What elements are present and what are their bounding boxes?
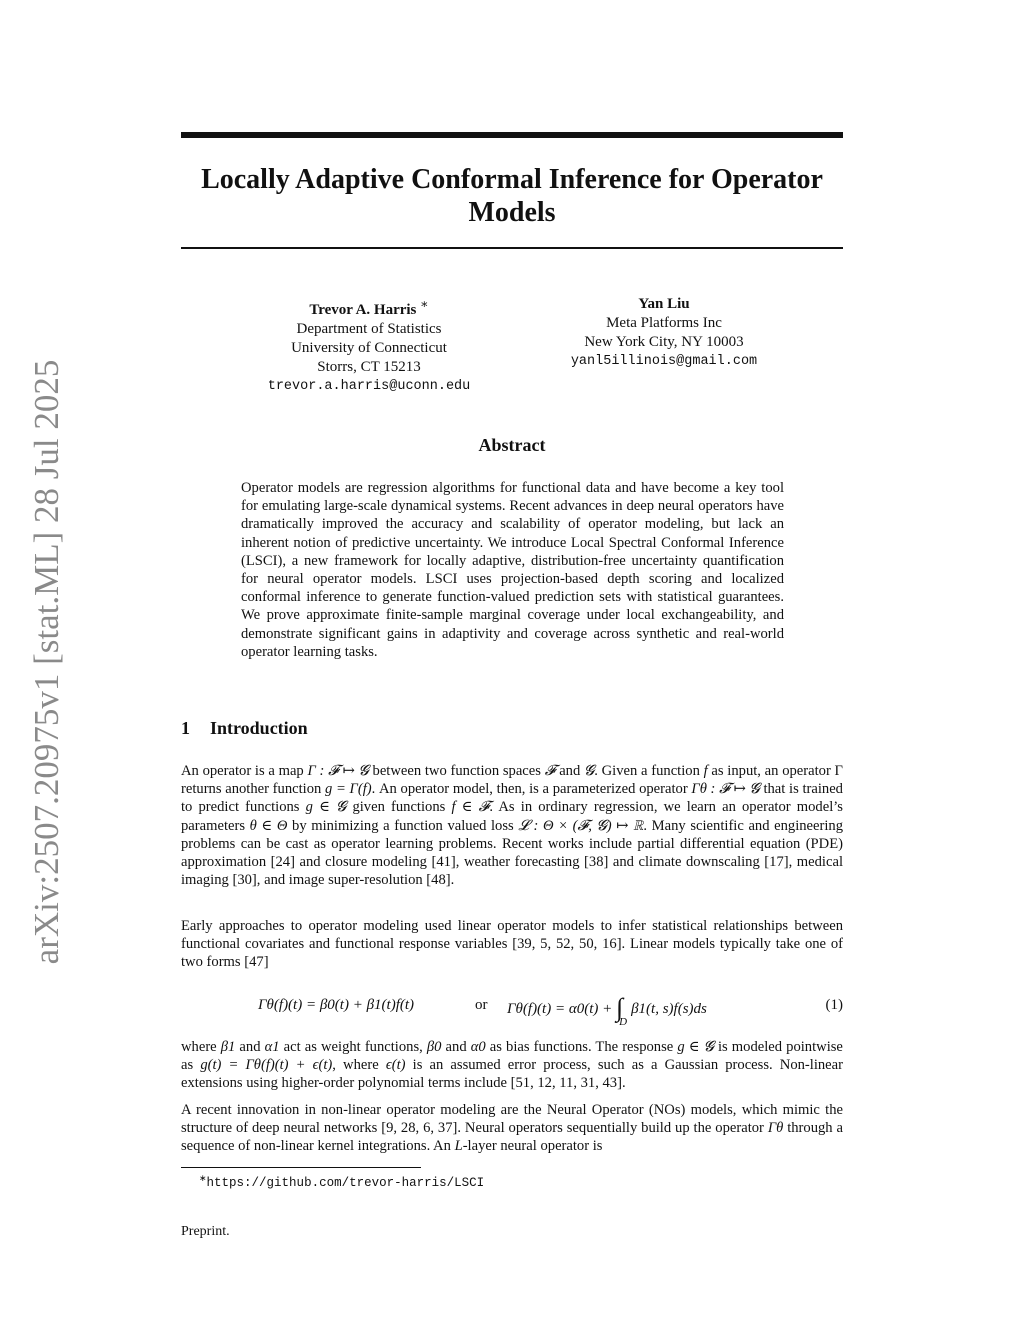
intro-paragraph-2: Early approaches to operator modeling used linear operator models to infer statistical relationships between functional covariates and functional response variables [39, 5, 52, 50, 16]. Linear models typically take one of two forms [47]: [181, 918, 843, 971]
title-top-rule: [181, 132, 843, 138]
author-organization: Meta Platforms Inc: [606, 315, 722, 331]
author-address: New York City, NY 10003: [584, 334, 744, 350]
paper-title: Locally Adaptive Conformal Inference for Operator Models: [201, 164, 823, 228]
author-department: Department of Statistics: [296, 321, 442, 337]
author-footnote-mark: ∗: [420, 297, 429, 311]
abstract-heading: Abstract: [478, 435, 546, 455]
integral-domain: D: [619, 1016, 628, 1028]
arxiv-side-stamp: arXiv:2507.20975v1 [stat.ML] 28 Jul 2025: [27, 359, 66, 965]
section-title: Introduction: [210, 718, 308, 738]
footnote-rule: [181, 1167, 421, 1168]
author-email: trevor.a.harris@uconn.edu: [267, 379, 471, 394]
integral-symbol: ∫: [616, 993, 624, 1022]
section-number: 1: [181, 718, 190, 738]
author-organization: University of Connecticut: [291, 340, 447, 356]
intro-paragraph-3: where β1 and α1 act as weight functions, β0 and α0 as bias functions. The response g ∈ 𝓖 is modeled pointwise as g(t) = Γθ(f)(t) + ϵ(t), where ϵ(t) is an assumed error process, such as a Gaussian process. Non-linear extensions using higher-order polynomial terms include [51, 12, 11, 31, 43].: [181, 1039, 844, 1092]
equation-right-form: $\Gamma\theta(f)(t) = \alpha 0(t) + \int_D\beta 1(t$, s)f(s)ds: [507, 993, 707, 1028]
abstract-body: Operator models are regression algorithms for functional data and have become a key tool for emulating large-scale dynamical systems. Recent advances in deep neural operators have dramatically improved the accuracy and scalability of operator modeling, but lack an inherent notion of predictive uncertainty. We introduce Local Spectral Conformal Inference (LSCI), a new framework for locally adaptive, distribution-free uncertainty quantification for neural operator models. LSCI uses projection-based depth scoring and localized conformal inference to generate function-valued prediction sets with statistical guarantees. We prove approximate finite-sample marginal coverage under local exchangeability, and demonstrate significant gains in adaptivity and coverage across synthetic and real-world operator learning tasks.: [241, 480, 784, 660]
equation-left-form: Γθ(f)(t) = β0(t) + β1(t)f(t): [258, 997, 415, 1013]
equation-1: [181, 985, 843, 1028]
equation-number: (1): [825, 997, 843, 1013]
author-email: yanl5illinois@gmail.com: [570, 354, 758, 369]
author-name: Yan Liu: [638, 296, 690, 312]
intro-paragraph-4: A recent innovation in non-linear operator modeling are the Neural Operator (NOs) models, which mimic the structure of deep neural networks [9, 28, 6, 37]. Neural operators sequentially build up the operator Γθ through a sequence of non-linear kernel integrations. An L-layer neural operator is: [181, 1102, 843, 1155]
title-bottom-rule: [181, 247, 843, 249]
equation-or: or: [475, 997, 488, 1013]
section-heading: [181, 718, 308, 739]
footnote-mark: ∗: [199, 1173, 207, 1183]
author-name: Trevor A. Harris: [309, 302, 417, 318]
footnote-link[interactable]: https://github.com/trevor-harris/LSCI: [206, 1176, 485, 1191]
footnote: [199, 1173, 484, 1190]
author-block-2: [514, 295, 814, 371]
author-address: Storrs, CT 15213: [317, 359, 421, 375]
intro-paragraph-1: An operator is a map Γ : 𝓕 ↦ 𝓖 between two function spaces 𝓕 and 𝓖. Given a function f as input, an operator Γ returns another function g = Γ(f). An operator model, then, is a parameterized operator Γθ : 𝓕 ↦ 𝓖 that is trained to predict functions g ∈ 𝓖 given functions f ∈ 𝓕. As in ordinary regression, we learn an operator model’s parameters θ ∈ Θ by minimizing a function valued loss 𝓛 : Θ × (𝓕, 𝓖) ↦ ℝ. Many scientific and engineering problems can be cast as operator learning problems. Recent works include partial differential equation (PDE) approximation [24] and closure modeling [41], weather forecasting [38] and climate downscaling [17], medical imaging [30], and image super-resolution [48].: [181, 763, 844, 889]
preprint-label: Preprint.: [181, 1224, 230, 1239]
author-block-1: [219, 295, 519, 396]
